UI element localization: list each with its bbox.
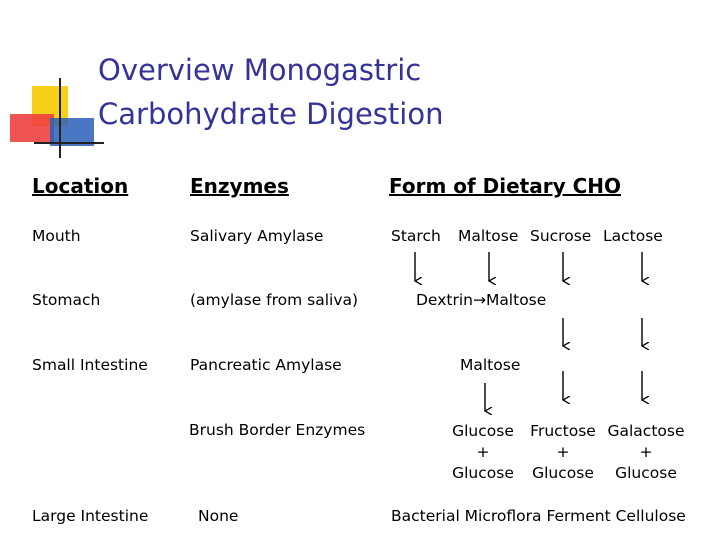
form-dextrin-maltose: Dextrin→Maltose [416, 291, 547, 309]
header-enzymes: Enzymes [190, 174, 289, 198]
form-small-intestine-maltose: Maltose [460, 356, 521, 374]
product-plus: + [639, 443, 653, 461]
form-maltose: Maltose [458, 227, 519, 245]
form-lactose: Lactose [603, 227, 663, 245]
product-bottom: Glucose [532, 464, 594, 482]
enzyme-stomach: (amylase from saliva) [190, 291, 359, 309]
enzyme-small-intestine: Pancreatic Amylase [190, 356, 342, 374]
enzyme-mouth: Salivary Amylase [190, 227, 324, 245]
enzyme-brush-border: Brush Border Enzymes [189, 421, 366, 439]
location-small-intestine: Small Intestine [32, 356, 148, 374]
location-mouth: Mouth [32, 227, 81, 245]
form-starch: Starch [391, 227, 441, 245]
location-stomach: Stomach [32, 291, 101, 309]
product-plus: + [476, 443, 490, 461]
product-plus: + [556, 443, 570, 461]
product-top: Fructose [530, 422, 596, 440]
product-bottom: Glucose [615, 464, 677, 482]
enzyme-large-intestine: None [198, 507, 239, 525]
slide-title-line-2: Carbohydrate Digestion [98, 97, 444, 131]
product-top: Glucose [452, 422, 514, 440]
form-large-intestine: Bacterial Microflora Ferment Cellulose [391, 507, 686, 525]
product-bottom: Glucose [452, 464, 514, 482]
header-location: Location [32, 174, 129, 198]
form-sucrose: Sucrose [530, 227, 592, 245]
product-top: Galactose [607, 422, 685, 440]
header-form: Form of Dietary CHO [389, 174, 622, 198]
location-large-intestine: Large Intestine [32, 507, 149, 525]
slide-title-line-1: Overview Monogastric [98, 53, 422, 87]
